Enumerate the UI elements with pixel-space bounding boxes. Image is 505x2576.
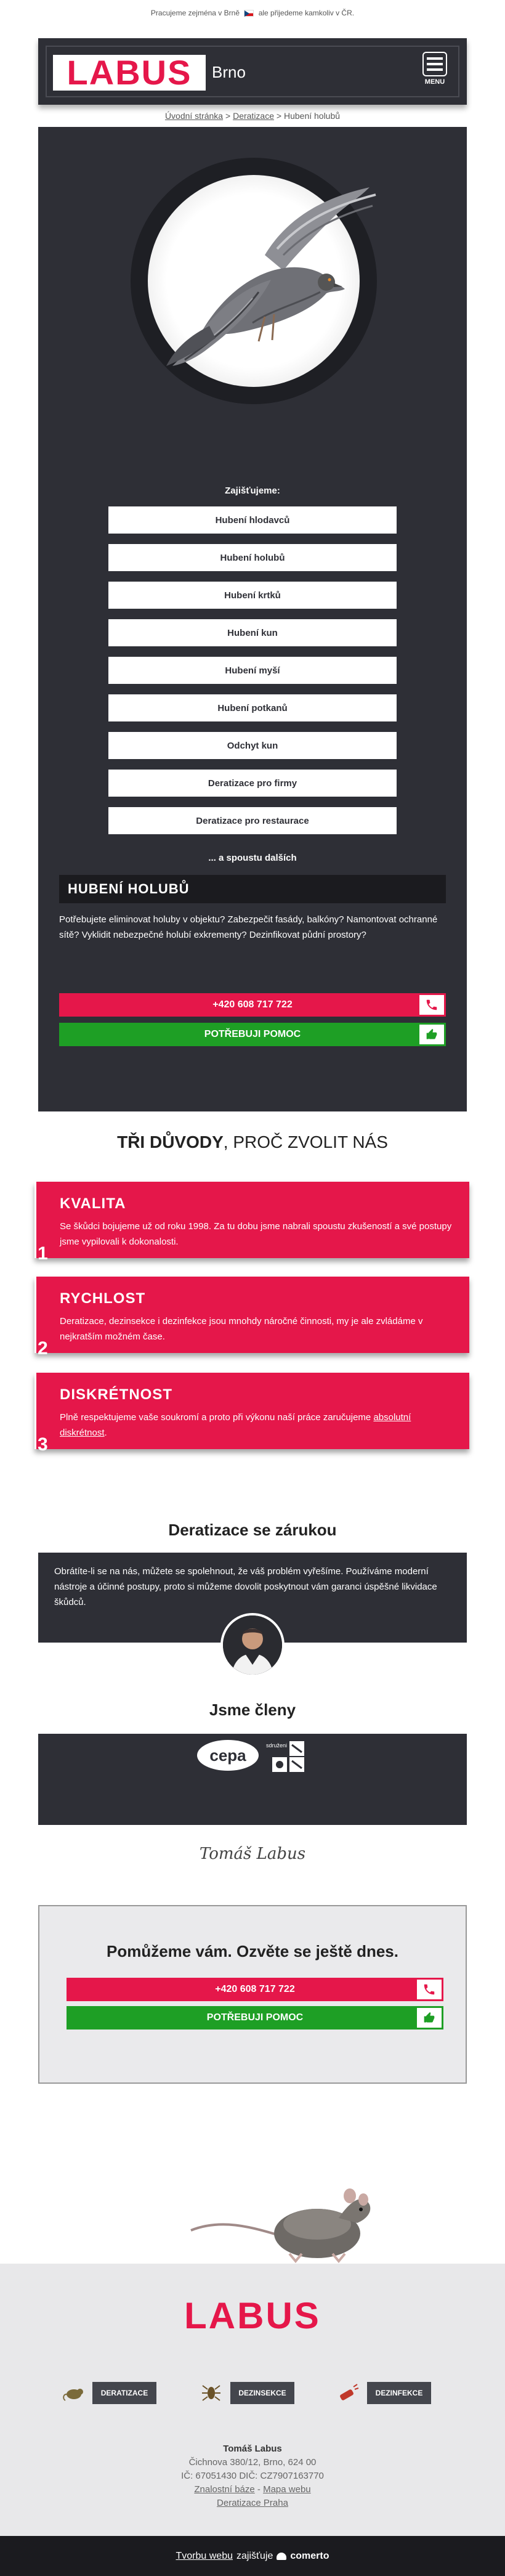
thumbs-up-icon: [418, 1023, 446, 1046]
city-label: Brno: [212, 63, 246, 81]
phone-button[interactable]: [59, 993, 446, 1017]
comerto-icon: [277, 2553, 286, 2560]
breadcrumb-home[interactable]: Úvodní stránka: [164, 111, 224, 121]
footer-address: Čichnova 380/12, Brno, 624 00: [188, 2457, 317, 2468]
breadcrumb-separator: >: [225, 111, 231, 121]
top-note-text-2: ale přijedeme kamkoliv v ČR.: [258, 9, 355, 17]
pigeon-image: [111, 163, 394, 397]
service-link-deratizace-restaurace[interactable]: Deratizace pro restaurace: [108, 807, 397, 834]
breadcrumb-current: Hubení holubů: [283, 111, 341, 121]
service-link-hubeni-kun[interactable]: Hubení kun: [108, 619, 397, 646]
reason-title: DISKRÉTNOST: [60, 1386, 173, 1403]
footer-dezinfekce-button[interactable]: DEZINFEKCE: [367, 2382, 431, 2404]
page-title: HUBENÍ HOLUBŮ: [59, 875, 446, 903]
logo-text: LABUS: [67, 53, 192, 92]
services-more: ... a spoustu dalších: [208, 853, 297, 863]
service-link-deratizace-firmy[interactable]: Deratizace pro firmy: [108, 770, 397, 797]
reason-title: KVALITA: [60, 1195, 126, 1212]
help-button[interactable]: [67, 2006, 443, 2030]
main-panel: [38, 127, 467, 1111]
avatar: [220, 1613, 285, 1677]
thumbs-up-icon: [415, 2006, 443, 2030]
reason-card: [34, 1373, 469, 1455]
rat-image: [185, 2175, 382, 2267]
reasons-title-bold: TŘI DŮVODY: [117, 1132, 224, 1152]
comerto-brand[interactable]: comerto: [290, 2550, 329, 2561]
mouse-icon: [62, 2381, 85, 2404]
contact-title: Pomůžeme vám. Ozvěte se ještě dnes.: [107, 1942, 398, 1960]
help-button-label: POTŘEBUJI POMOC: [206, 2012, 304, 2023]
phone-icon: [418, 993, 446, 1017]
reason-title: RYCHLOST: [60, 1290, 146, 1307]
reason-card: [34, 1277, 469, 1359]
breadcrumb: [0, 111, 505, 121]
guarantee-box: [38, 1553, 467, 1643]
service-link-hubeni-hlodavcu[interactable]: Hubení hlodavců: [108, 506, 397, 534]
footer: [0, 2264, 505, 2536]
logo-link[interactable]: [53, 55, 206, 91]
site-header: [38, 38, 467, 105]
footer-link-deratizace-praha[interactable]: Deratizace Praha: [217, 2498, 288, 2508]
reasons-title-rest: , PROČ ZVOLIT NÁS: [223, 1132, 388, 1152]
reason-text-end: .: [104, 1428, 107, 1438]
czech-flag-icon: [244, 10, 254, 17]
help-button[interactable]: [59, 1023, 446, 1046]
reason-number: 2: [38, 1338, 48, 1359]
insect-icon: [200, 2381, 223, 2404]
spray-icon: [336, 2381, 360, 2404]
reason-number: 3: [38, 1434, 48, 1455]
footer-logo-text: LABUS: [184, 2294, 321, 2336]
reason-text: Deratizace, dezinsekce i dezinfekce jsou mnohdy náročné činnosti, my je ale zvládáme v nejkratším možném čase.: [60, 1316, 423, 1342]
reason-text-main: Plně respektujeme vaše soukromí a proto při výkonu naší práce zaručujeme: [60, 1412, 371, 1423]
web-credit-text: zajišťuje: [236, 2550, 273, 2561]
breadcrumb-separator: >: [276, 111, 282, 121]
reasons-title: [0, 1132, 505, 1152]
menu-button[interactable]: [420, 52, 450, 92]
guarantee-text: Obrátíte-li se na nás, můžete se spolehnout, že váš problém vyřešíme. Používáme moderní nástroje a účinné postupy, proto si můžeme dovolit poskytnout vám garanci úspěšné likvidace škůdců.: [54, 1566, 437, 1607]
members-box: [38, 1734, 467, 1825]
footer-deratizace-button[interactable]: DERATIZACE: [92, 2382, 156, 2404]
footer-link-znalostni-baze[interactable]: Znalostní báze: [194, 2484, 255, 2495]
phone-icon: [415, 1978, 443, 2001]
service-link-hubeni-krtku[interactable]: Hubení krtků: [108, 582, 397, 609]
help-button-label: POTŘEBUJI POMOC: [204, 1029, 301, 1039]
phone-button[interactable]: [67, 1978, 443, 2001]
hero-image: [131, 158, 377, 404]
footer-ids: IČ: 67051430 DIČ: CZ7907163770: [181, 2471, 324, 2481]
guarantee-title: Deratizace se zárukou: [168, 1521, 337, 1539]
contact-box: [38, 1905, 467, 2084]
discretion-link[interactable]: absolutní diskrétnost: [60, 1412, 411, 1438]
header-frame: [46, 46, 459, 97]
footer-logo[interactable]: [176, 2296, 329, 2335]
footer-dezinsekce-button[interactable]: DEZINSEKCE: [230, 2382, 294, 2404]
footer-info: [0, 2442, 505, 2510]
signature: Tomáš Labus: [199, 1845, 306, 1863]
top-note: [0, 0, 505, 26]
footer-name: Tomáš Labus: [223, 2444, 282, 2454]
cepa-logo-text: cepa: [209, 1745, 246, 1765]
phone-button-label: +420 608 717 722: [215, 1984, 295, 1994]
phone-button-label: +420 608 717 722: [212, 999, 293, 1010]
association-logo[interactable]: [266, 1740, 305, 1774]
top-note-text-1: Pracujeme zejména v Brně: [150, 9, 240, 17]
web-credit-link[interactable]: Tvorbu webu: [176, 2550, 233, 2561]
reason-card: [34, 1182, 469, 1264]
service-link-hubeni-holubu[interactable]: Hubení holubů: [108, 544, 397, 571]
reason-number: 1: [38, 1243, 48, 1264]
bottom-bar: [0, 2536, 505, 2576]
hero-image-inner: [148, 175, 360, 387]
menu-label: MENU: [424, 78, 445, 86]
service-link-hubeni-potkanu[interactable]: Hubení potkanů: [108, 694, 397, 721]
cepa-logo[interactable]: [197, 1740, 259, 1771]
intro-text: Potřebujete eliminovat holuby v objektu? Zabezpečit fasády, balkóny? Namontovat ochranné sítě? Vyklidit nebezpečné holubí exkrementy? Dezinfikovat půdní prostory?: [59, 914, 438, 940]
footer-link-separator: -: [257, 2484, 261, 2495]
service-link-hubeni-mysi[interactable]: Hubení myší: [108, 657, 397, 684]
association-logo-text: sdruženi: [266, 1742, 288, 1749]
members-title: Jsme členy: [209, 1700, 296, 1719]
reason-text: [60, 1410, 457, 1440]
footer-link-mapa-webu[interactable]: Mapa webu: [263, 2484, 311, 2495]
services-heading: Zajišťujeme:: [225, 486, 280, 496]
service-link-odchyt-kun[interactable]: Odchyt kun: [108, 732, 397, 759]
breadcrumb-parent[interactable]: Deratizace: [233, 111, 274, 121]
reason-text: Se škůdci bojujeme už od roku 1998. Za tu dobu jsme nabrali spoustu zkušeností a své postupy jsme vypilovali k dokonalosti.: [60, 1221, 452, 1247]
hamburger-icon: [422, 52, 447, 76]
